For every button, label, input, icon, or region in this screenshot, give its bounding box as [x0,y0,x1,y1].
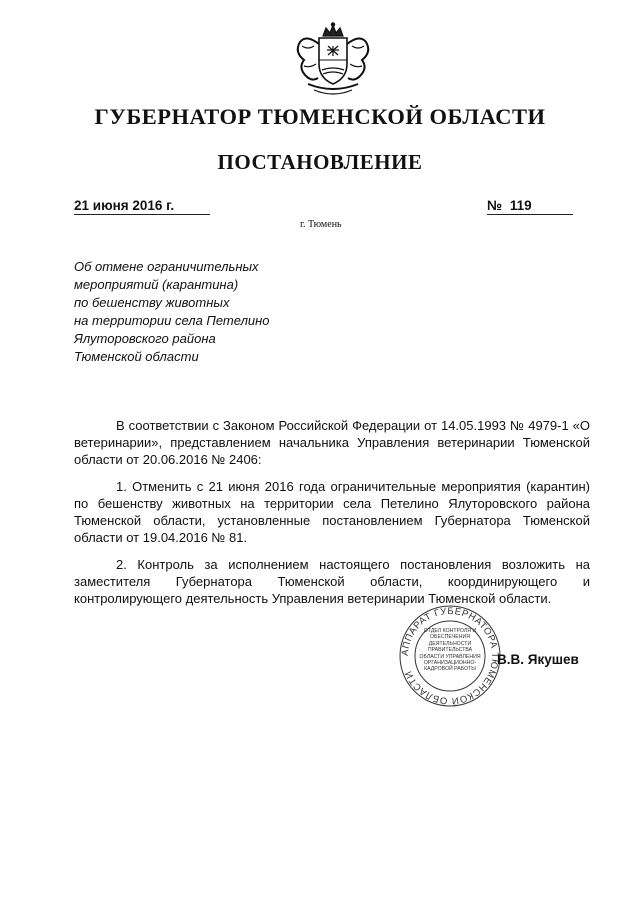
document-date: 21 июня 2016 г. [74,198,210,215]
subject-line: мероприятий (карантина) [74,277,239,292]
number-sign: № [487,198,503,213]
issuing-authority: ГУБЕРНАТОР ТЮМЕНСКОЙ ОБЛАСТИ [94,104,546,129]
preamble-paragraph: В соответствии с Законом Российской Федерации от 14.05.1993 № 4979-1 «О ветеринарии», представлением начальника Управления ветеринарии Тюменской области от 20.06.2016 № 2406: [74,418,590,467]
issue-city: г. Тюмень [300,219,342,230]
subject-line: Об отмене ограничительных [74,259,259,274]
subject-line: на территории села Петелино [74,313,270,328]
item-2-paragraph: 2. Контроль за исполнением настоящего постановления возложить на заместителя Губернатора Тюменской области, координирующего и контролирующего деятельность Управления ветеринарии Тюменской области. [74,557,590,606]
subject-line: Ялуторовского района [74,331,216,346]
document-number-field [487,198,573,215]
signatory-name: В.В. Якушев [497,652,579,667]
document-number: 119 [509,198,532,213]
stamp-inner-text: ОТДЕЛ КОНТРОЛЯ И ОБЕСПЕЧЕНИЯ ДЕЯТЕЛЬНОСТИ ПРАВИТЕЛЬСТВА ОБЛАСТИ УПРАВЛЕНИЯ ОРГАНИЗАЦИОННО-КАДРОВОЙ РАБОТЫ [419,628,481,673]
subject-line: по бешенству животных [74,295,230,310]
document-type: ПОСТАНОВЛЕНИЕ [217,150,423,174]
document-body [74,417,590,617]
document-subject [74,258,334,366]
stamp-outer-text: АППАРАТ ГУБЕРНАТОРА ТЮМЕНСКОЙ ОБЛАСТИ [399,605,501,707]
item-1-paragraph: 1. Отменить с 21 июня 2016 года ограничительные мероприятия (карантин) по бешенству животных на территории села Петелино Ялуторовского района Тюменской области, установленные постановлением Губернатора Тюменской области от 19.04.2016 № 81. [74,479,590,545]
coat-of-arms-icon [286,22,380,100]
official-stamp [398,604,502,708]
subject-line: Тюменской области [74,349,199,364]
